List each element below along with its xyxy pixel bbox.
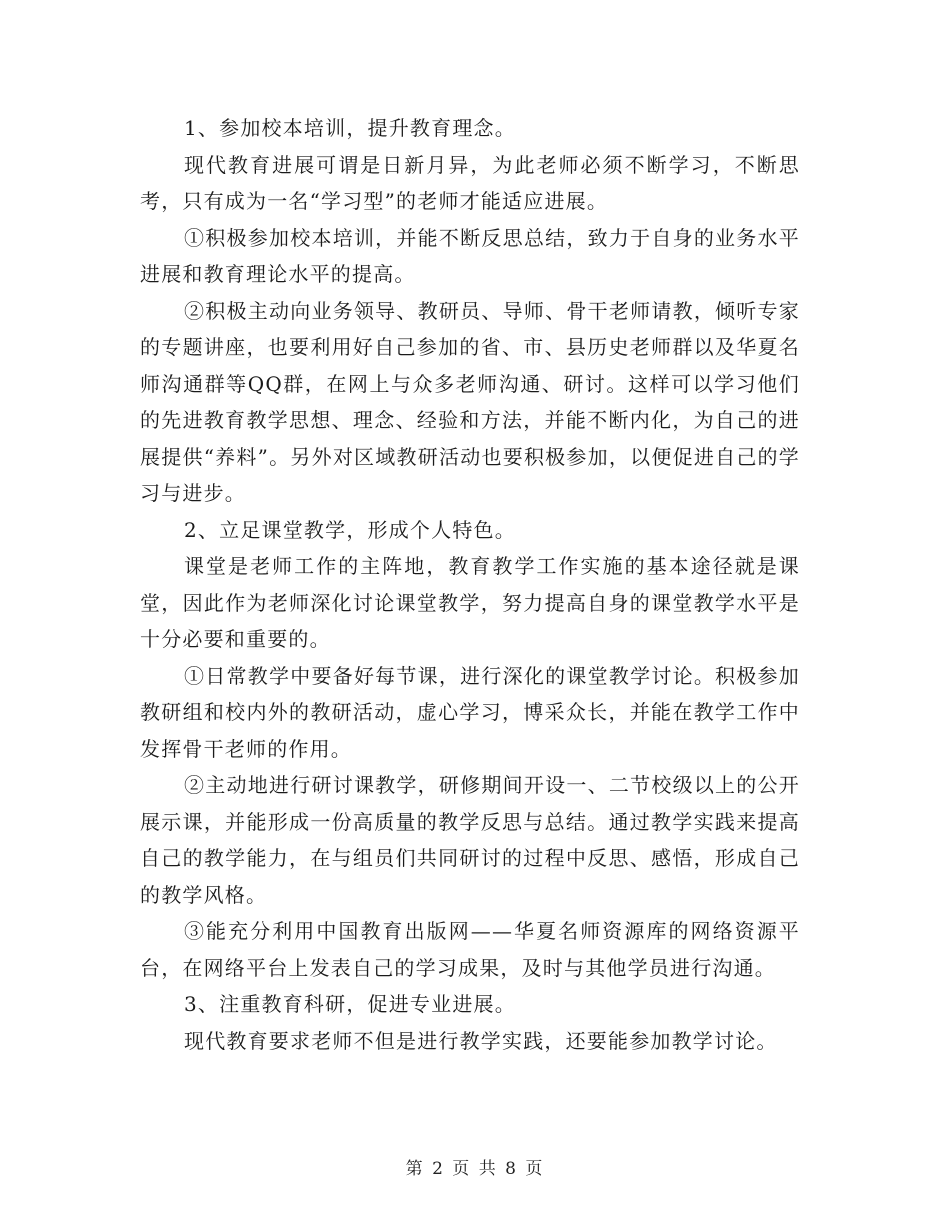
paragraph-list-item: ②积极主动向业务领导、教研员、导师、骨干老师请教，倾听专家的专题讲座，也要利用好自己参加的省、市、县历史老师群以及华夏名师沟通群等QQ群，在网上与众多老师沟通、研讨。这样可以学习他们的先进教育教学思想、理念、经验和方法，并能不断内化，为自己的进展提供“养料”。另外对区域教研活动也要积极参加，以便促进自己的学习与进步。 (140, 298, 800, 505)
paragraph-list-item: ①日常教学中要备好每节课，进行深化的课堂教学讨论。积极参加教研组和校内外的教研活动，虚心学习，博采众长，并能在教学工作中发挥骨干老师的作用。 (140, 663, 800, 761)
paragraph-heading-3: 3、注重教育科研，促进专业进展。 (184, 992, 516, 1016)
page-number-footer: 第 2 页 共 8 页 (405, 1159, 545, 1179)
paragraph-list-item: ①积极参加校本培训，并能不断反思总结，致力于自身的业务水平进展和教育理论水平的提高。 (140, 225, 800, 286)
paragraph-heading-2: 2、立足课堂教学，形成个人特色。 (184, 517, 516, 542)
paragraph-list-item: ②主动地进行研讨课教学，研修期间开设一、二节校级以上的公开展示课，并能形成一份高质量的教学反思与总结。通过教学实践来提高自己的教学能力，在与组员们共同研讨的过程中反思、感悟，形成自己的教学风格。 (140, 773, 800, 907)
paragraph-list-item: ③能充分利用中国教育出版网——华夏名师资源库的网络资源平台，在网络平台上发表自己的学习成果，及时与其他学员进行沟通。 (140, 919, 800, 980)
paragraph: 现代教育要求老师不但是进行教学实践，还要能参加教学讨论。 (184, 1028, 778, 1053)
paragraph: 现代教育进展可谓是日新月异，为此老师必须不断学习，不断思考，只有成为一名“学习型”的老师才能适应进展。 (140, 152, 800, 213)
paragraph-heading-1: 1、参加校本培训，提升教育理念。 (184, 116, 516, 140)
document-body (140, 110, 800, 1059)
paragraph: 课堂是老师工作的主阵地，教育教学工作实施的基本途径就是课堂，因此作为老师深化讨论课堂教学，努力提高自身的课堂教学水平是十分必要和重要的。 (140, 554, 800, 651)
